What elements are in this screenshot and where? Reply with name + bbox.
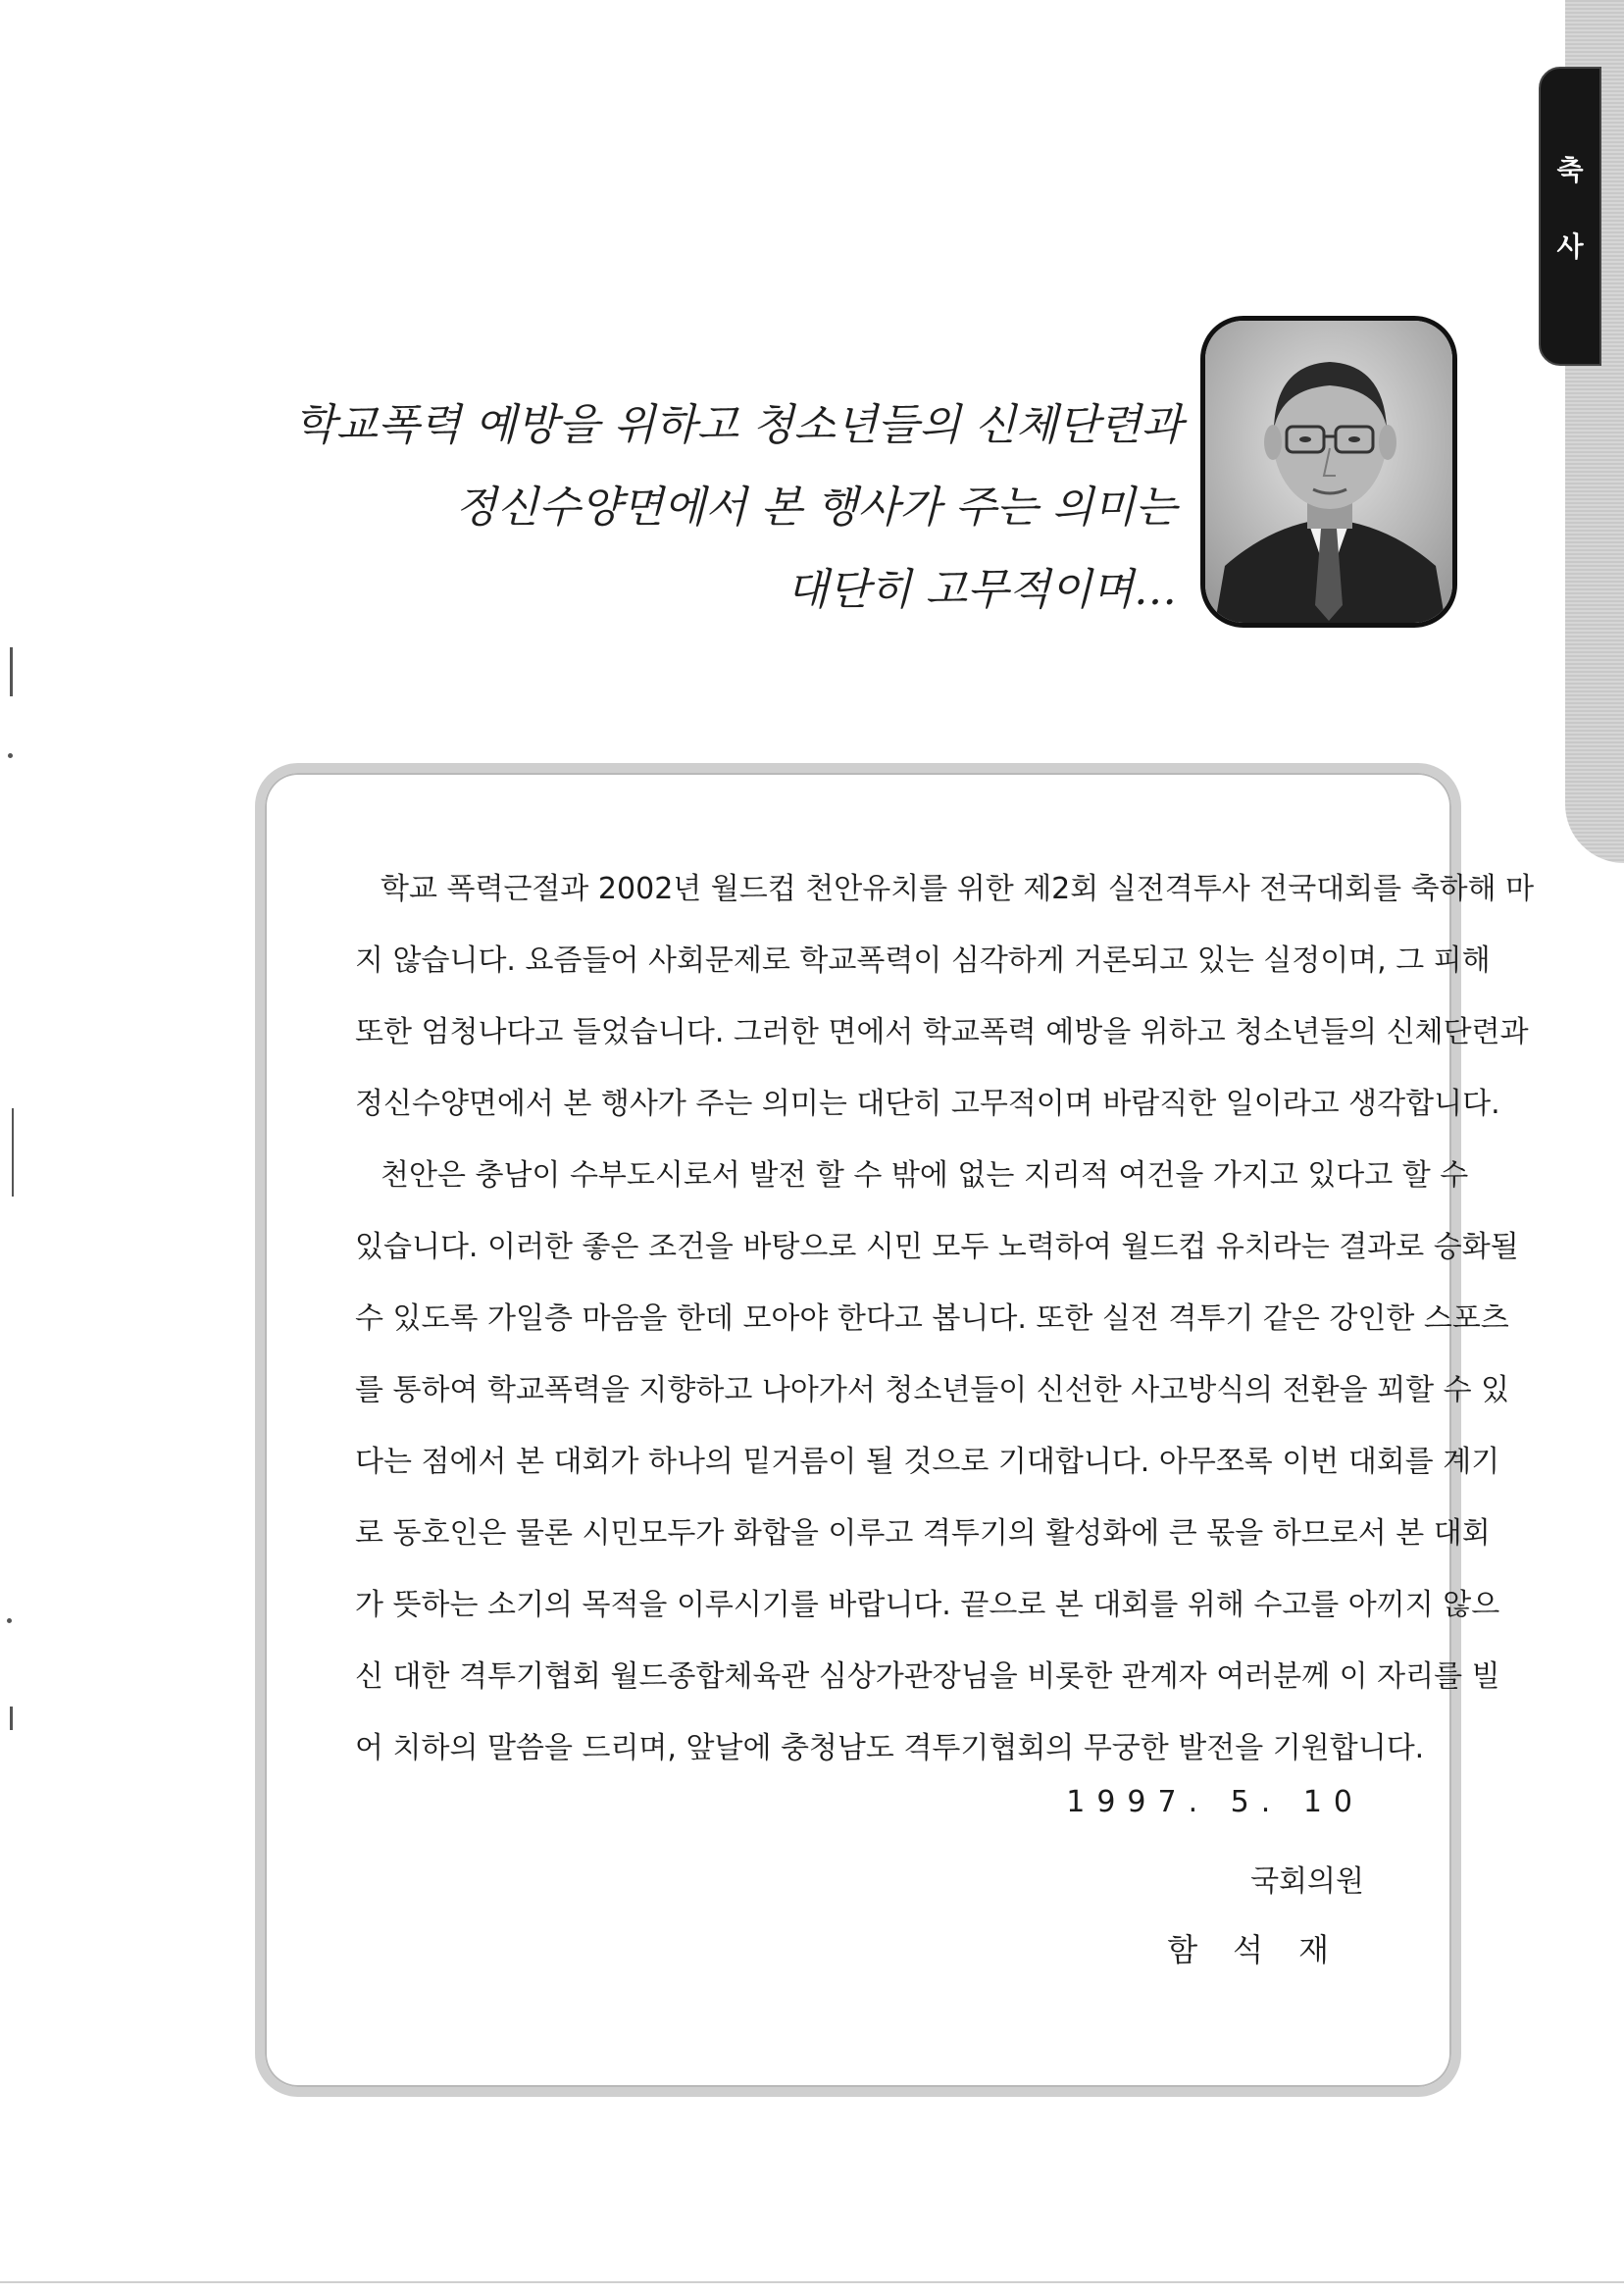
message-line: 신 대한 격투기협회 월드종합체육관 심상가관장님을 비롯한 관계자 여러분께 이 자리를 빌 [355,1659,1500,1694]
quote-line: 정신수양면에서 본 행사가 주는 의미는 [454,483,1177,533]
section-tab-char: 사 [1556,230,1584,263]
message-line: 수 있도록 가일층 마음을 한데 모아야 한다고 봅니다. 또한 실전 격투기 같은 강인한 스포츠 [355,1301,1509,1336]
section-tab-char: 축 [1556,154,1584,186]
message-line: 천안은 충남이 수부도시로서 발전 할 수 밖에 없는 지리적 여건을 가지고 있다고 할 수 [381,1158,1469,1193]
message-line: 가 뜻하는 소기의 목적을 이루시기를 바랍니다. 끝으로 본 대회를 위해 수고를 아끼지 않으 [355,1588,1500,1622]
message-line: 를 통하여 학교폭력을 지향하고 나아가서 청소년들이 신선한 사고방식의 전환을 꾀할 수 있 [355,1373,1510,1407]
quote-line: 대단히 고무적이며… [786,565,1177,615]
message-line: 어 치하의 말씀을 드리며, 앞날에 충청남도 격투기협회의 무궁한 발전을 기원합니다. [355,1731,1425,1765]
scan-edge [0,2281,1624,2283]
signature-date: 1997. 5. 10 [1066,1785,1364,1819]
congratulatory-message [355,853,1535,1784]
scan-mark [12,1108,14,1197]
message-line: 로 동호인은 물론 시민모두가 화합을 이루고 격투기의 활성화에 큰 몫을 하므로서 본 대회 [355,1516,1491,1551]
signature-name: 함석재 [1167,1931,1364,1968]
message-line: 다는 점에서 본 대회가 하나의 밑거름이 될 것으로 기대합니다. 아무쪼록 이번 대회를 계기 [355,1445,1500,1479]
message-line: 학교 폭력근절과 2002년 월드컵 천안유치를 위한 제2회 실전격투사 전국대회를 축하해 마 [381,872,1535,906]
portrait-photo [1200,316,1457,628]
scan-mark [8,753,13,758]
scan-mark [10,647,13,696]
scan-mark [7,1618,12,1623]
message-line: 있습니다. 이러한 좋은 조건을 바탕으로 시민 모두 노력하여 월드컵 유치라는 결과로 승화될 [355,1230,1519,1264]
message-line: 또한 엄청나다고 들었습니다. 그러한 면에서 학교폭력 예방을 위하고 청소년들의 신체단련과 [355,1015,1529,1049]
message-line: 정신수양면에서 본 행사가 주는 의미는 대단히 고무적이며 바람직한 일이라고 생각합니다. [355,1087,1500,1121]
section-tab [1539,67,1601,366]
message-line: 지 않습니다. 요즘들어 사회문제로 학교폭력이 심각하게 거론되고 있는 실정이며, 그 피해 [355,943,1491,978]
signature-title: 국회의원 [1250,1864,1364,1899]
pull-quote [294,384,1184,632]
quote-line: 학교폭력 예방을 위하고 청소년들의 신체단련과 [294,400,1184,450]
portrait-image [1205,321,1452,623]
scan-mark [10,1707,13,1730]
